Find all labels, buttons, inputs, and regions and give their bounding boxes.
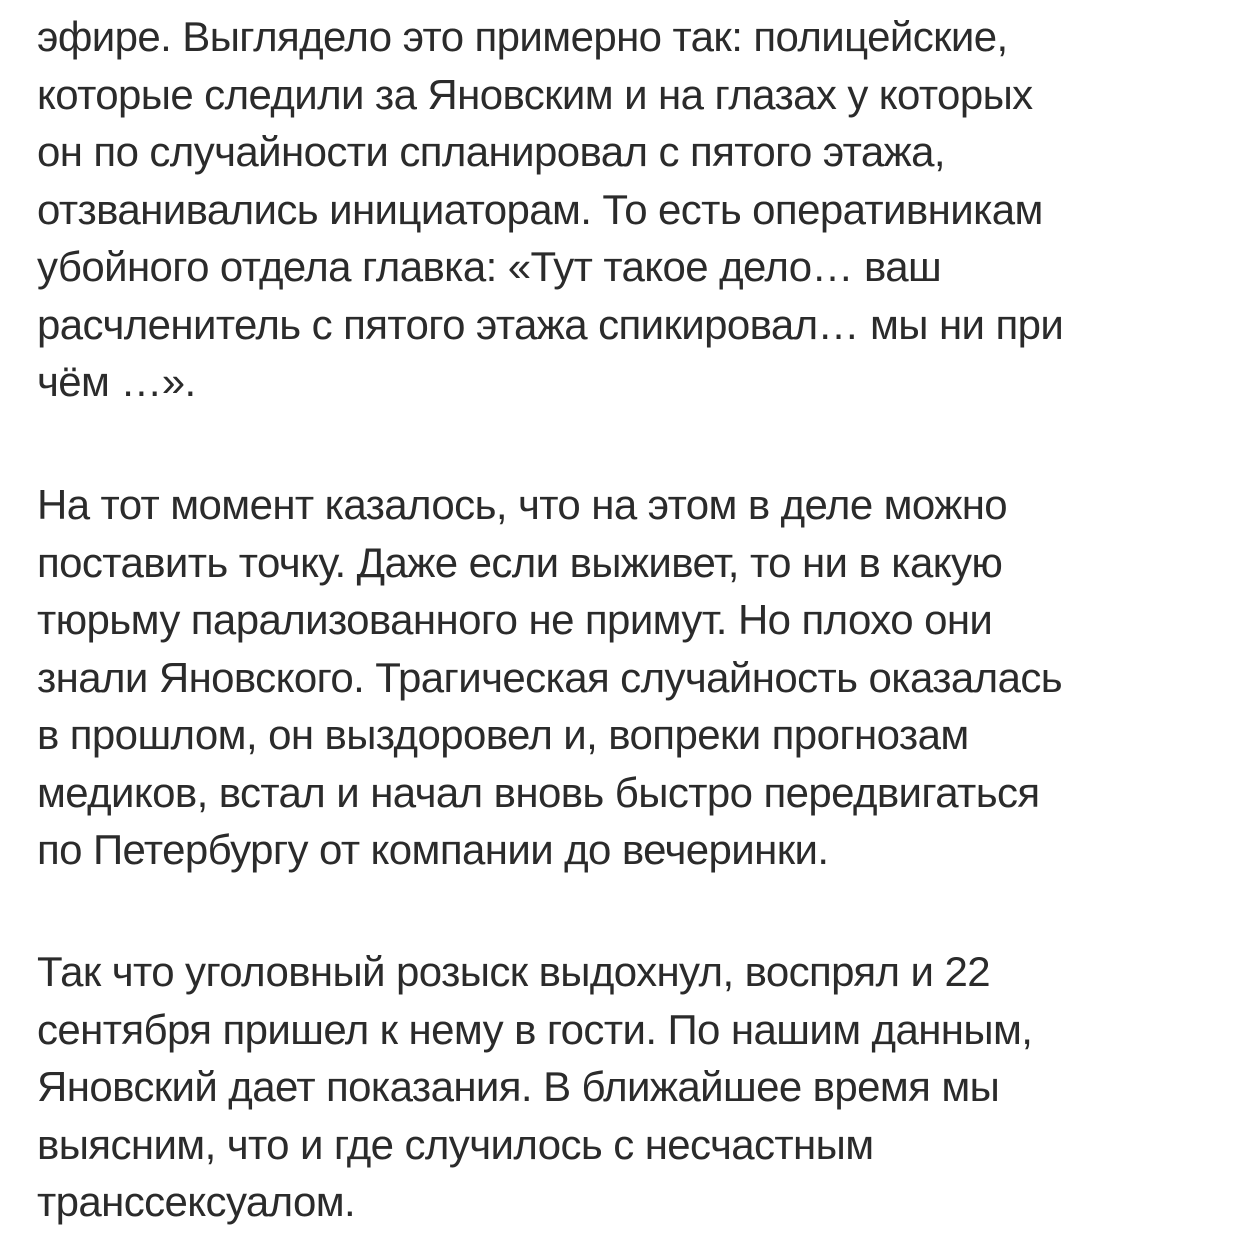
text-line: Так что уголовный розыск выдохнул, воспрял и 22 — [37, 948, 990, 995]
text-line: по Петербургу от компании до вечеринки. — [37, 826, 829, 873]
paragraph-2 — [37, 476, 1062, 879]
text-line: поставить точку. Даже если выживет, то ни в какую — [37, 538, 1003, 586]
paragraph-1 — [37, 8, 1063, 411]
text-line: чём …». — [37, 358, 196, 405]
text-line: эфире. Выглядело это примерно так: полицейские, — [37, 13, 1008, 60]
text-line: На тот момент казалось, что на этом в деле можно — [37, 481, 1008, 528]
text-line: знали Яновского. Трагическая случайность оказалась — [37, 653, 1063, 701]
text-line: тюрьму парализованного не примут. Но плохо они — [37, 596, 993, 643]
text-line: в прошлом, он выздоровел и, вопреки прогнозам — [37, 711, 969, 758]
text-line: транссексуалом. — [37, 1178, 356, 1225]
paragraph-3 — [37, 943, 1032, 1231]
text-line: отзванивались инициаторам. То есть оперативникам — [37, 185, 1043, 233]
text-line: Яновский дает показания. В ближайшее время мы — [37, 1063, 1000, 1110]
text-line: он по случайности спланировал с пятого этажа, — [37, 128, 945, 175]
text-line: медиков, встал и начал вновь быстро передвигаться — [37, 768, 1040, 816]
text-line: убойного отдела главка: «Тут такое дело… ваш — [37, 243, 942, 290]
text-line: сентября пришел к нему в гости. По нашим данным, — [37, 1005, 1033, 1053]
text-line: выясним, что и где случилось с несчастным — [37, 1120, 874, 1168]
text-line: расчленитель с пятого этажа спикировал… мы ни при — [37, 300, 1064, 348]
text-line: которые следили за Яновским и на глазах у которых — [37, 70, 1033, 118]
